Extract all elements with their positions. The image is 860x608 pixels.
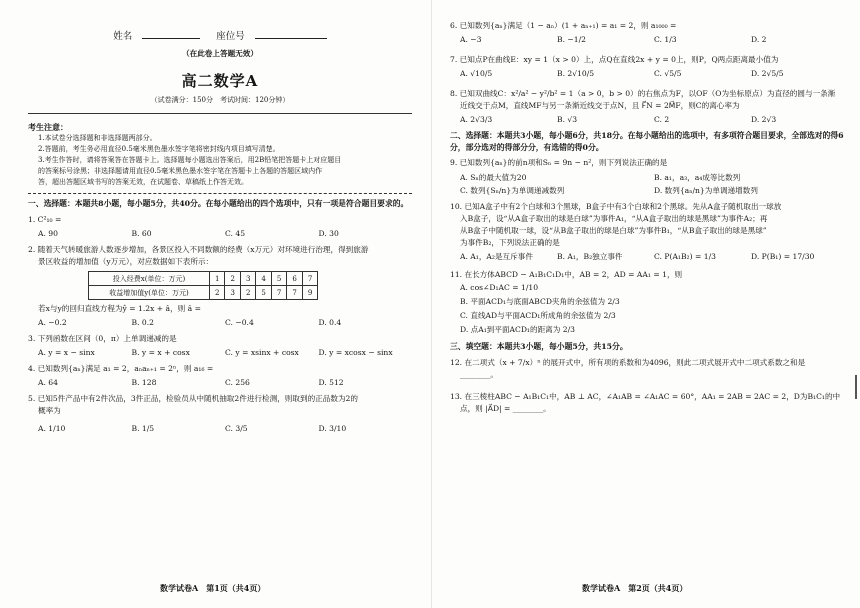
question-3: 3. 下列函数在区间（0，π）上单调递减的是 <box>28 334 177 343</box>
section-3-heading: 三、填空题：本题共3小题，每小题5分，共15分。 <box>450 342 628 351</box>
option: C. 2 <box>654 115 670 124</box>
question-6-options <box>460 34 848 46</box>
option: D. 2√3 <box>751 115 777 124</box>
question-2-line: 景区收益的增加值（y万元），对应数据如下表所示： <box>38 257 214 266</box>
notice-line: 答，超出答题区域书写的答案无效，在试题卷、草稿纸上作答无效。 <box>38 178 248 186</box>
student-info <box>28 28 412 42</box>
option: D. 数列{aₙ/n}为单调递增数列 <box>654 186 758 195</box>
option: B. 2√10/5 <box>557 69 595 78</box>
option: A. −3 <box>460 35 482 44</box>
option: D. 2 <box>751 35 767 44</box>
option: B. a₁，a₃，a₄成等比数列 <box>654 173 741 182</box>
question-7-options <box>460 68 848 80</box>
option: B. −1/2 <box>557 35 586 44</box>
question-9: 9. 已知数列{aₙ}的前n项和Sₙ = 9n − n²，则下列说法正确的是 <box>450 158 668 167</box>
option: B. 0.2 <box>131 318 154 327</box>
question-8-line: 8. 已知双曲线C：x²/a² − y²/b² = 1（a > 0，b > 0）的右焦点为F，以OF（O为坐标原点）为直径的圆与一条渐 <box>450 89 836 98</box>
option: C. 直线AD与平面ACD₁所成角的余弦值为 2/3 <box>460 311 616 320</box>
option: B. A₁，B₂独立事件 <box>557 252 623 261</box>
notice-line: 的答案标号涂黑；非选择题请用直径0.5毫米黑色墨水签字笔在答题卡上各题的答题区域内作 <box>38 167 323 175</box>
question-11-options <box>450 281 848 337</box>
notice-line: 2.答题前，考生务必用直径0.5毫米黑色墨水签字笔将密封线内项目填写清楚。 <box>38 145 280 153</box>
question-7: 7. 已知点P在曲线E：xy = 1（x > 0）上，点Q在直线2x + y = 0上，则P，Q两点距离最小值为 <box>450 55 779 64</box>
option: D. 0.4 <box>318 318 342 327</box>
header-rule <box>28 113 412 114</box>
question-12-line: ________。 <box>460 370 498 379</box>
option: C. 1/3 <box>654 35 677 44</box>
table-cell: 7 <box>271 286 286 300</box>
data-table <box>88 271 318 300</box>
table-cell: 4 <box>256 272 271 286</box>
option: A. 1/10 <box>38 424 66 433</box>
notice-line: 3.考生作答时，请将答案答在答题卡上。选择题每小题选出答案后，用2B铅笔把答题卡上对应题目 <box>38 156 342 164</box>
section-2-heading: 二、选择题：本题共3小题，每小题6分，共18分。在每小题给出的选项中，有多项符合题目要求，全部选对的得6分，部分选对的得部分分，有选错的得0分。 <box>450 131 844 152</box>
question-3-options <box>38 347 412 359</box>
exam-page-2 <box>432 0 860 608</box>
option: B. √3 <box>557 115 578 124</box>
table-cell: 3 <box>240 272 255 286</box>
option: C. y = xsinx + cosx <box>225 348 299 357</box>
option: A. −0.2 <box>38 318 67 327</box>
table-cell: 7 <box>302 272 317 286</box>
table-cell: 5 <box>271 272 286 286</box>
question-10-line: 入B盒子，设“从A盒子取出的球是白球”为事件A₁，“从A盒子取出的球是黑球”为事件A₂；再 <box>460 214 768 223</box>
question-13-line: 13. 在三棱柱ABC − A₁B₁C₁中，AB ⊥ AC，∠A₁AB = ∠A₁AC = 60°，AA₁ = 2AB = 2AC = 2，D为B₁C₁的中 <box>450 392 841 401</box>
question-8-options <box>460 114 848 126</box>
question-13-line: 点，则 |A⃗D| = ________。 <box>460 404 551 413</box>
table-cell: 6 <box>287 272 302 286</box>
option: A. cos∠D₁AC = 1/10 <box>460 283 539 292</box>
option: B. 平面ACD₁与底面ABCD夹角的余弦值为 2/3 <box>460 297 620 306</box>
name-blank <box>142 28 200 39</box>
table-cell: 3 <box>225 286 240 300</box>
table-head-cell: 投入经费x(单位：万元) <box>89 272 210 286</box>
invalid-note: （在此卷上答题无效） <box>182 49 258 58</box>
option: C. √5/5 <box>654 69 682 78</box>
option: D. 512 <box>318 378 344 387</box>
question-8-line: 近线交于点M，直线MF与另一条渐近线交于点N，且 F⃗N = 2M⃗F，则C的离心率为 <box>460 101 740 110</box>
exam-title: 高二数学A <box>181 72 259 90</box>
option: D. 30 <box>318 229 339 238</box>
option: C. 3/5 <box>225 424 248 433</box>
option: D. P(B₁) = 17/30 <box>751 252 815 261</box>
table-cell: 7 <box>287 286 302 300</box>
option: C. 45 <box>225 229 246 238</box>
seat-label: 座位号 <box>216 31 245 42</box>
question-10-options <box>460 251 848 263</box>
question-11: 11. 在长方体ABCD − A₁B₁C₁D₁中，AB = 2，AD = AA₁ = 1，则 <box>450 270 683 279</box>
option: A. 2√3/3 <box>460 115 493 124</box>
table-cell: 9 <box>302 286 317 300</box>
question-5-options <box>38 423 412 435</box>
option: B. 1/5 <box>131 424 155 433</box>
option: D. 2√5/5 <box>751 69 784 78</box>
section-1-heading: 一、选择题：本题共8小题，每小题5分，共40分。在每小题给出的四个选项中，只有一项是符合题目要求的。 <box>28 199 409 208</box>
table-cell: 2 <box>210 286 225 300</box>
question-5-line: 5. 已知5件产品中有2件次品，3件正品，检验员从中随机抽取2件进行检测，则取到的正品数为2的 <box>28 394 358 403</box>
option: A. y = x − sinx <box>38 348 95 357</box>
option: B. 128 <box>131 378 157 387</box>
notice-rule <box>28 193 412 194</box>
question-2-line: 2. 随着天气转暖旅游人数逐步增加，各景区投入不同数额的经费（x万元）对环境进行治理，得到旅游 <box>28 245 369 254</box>
option: B. y = x + cosx <box>131 348 190 357</box>
option: A. A₁，A₂是互斥事件 <box>460 252 533 261</box>
name-label: 姓名 <box>113 31 133 42</box>
question-10-line: 10. 已知A盒子中有2个白球和3个黑球，B盒子中有3个白球和2个黑球。先从A盒子随机取出一球放 <box>450 202 782 211</box>
table-row <box>89 272 318 286</box>
page-footer: 数学试卷A 第2页（共4页） <box>582 583 688 593</box>
option: A. Sₙ的最大值为20 <box>460 173 527 182</box>
notice-line: 1.本试卷分选择题和非选择题两部分。 <box>38 134 157 142</box>
option: C. 数列{Sₙ/n}为单调递减数列 <box>460 186 565 195</box>
question-2-options <box>38 317 412 329</box>
table-cell: 2 <box>240 286 255 300</box>
question-1-options <box>38 228 412 240</box>
option: D. y = xcosx − sinx <box>318 348 393 357</box>
question-2-line: 若x与y的回归直线方程为ŷ = 1.2x + â，则 â = <box>38 304 201 313</box>
table-row <box>89 286 318 300</box>
option: C. 256 <box>225 378 250 387</box>
question-1: 1. C²₁₀ = <box>28 215 62 224</box>
question-10-line: 为事件B₂，下列说法正确的是 <box>460 238 560 247</box>
option: A. 90 <box>38 229 58 238</box>
question-10-line: 从B盒子中随机取一球，设“从B盒子取出的球是白球”为事件B₁，“从B盒子取出的球是黑球” <box>460 226 767 235</box>
option: D. 点A₁到平面ACD₁的距离为 2/3 <box>460 325 575 334</box>
option: A. 64 <box>38 378 58 387</box>
question-5-line: 概率为 <box>38 406 61 415</box>
question-12-line: 12. 在二项式（x + 7/x）ⁿ 的展开式中，所有项的系数和为4096，则此二项式展开式中二项式系数之和是 <box>450 358 806 367</box>
question-9-options <box>460 171 848 197</box>
option: D. 3/10 <box>318 424 347 433</box>
question-4: 4. 已知数列{aₙ}满足 a₁ = 2，aₙaₙ₊₁ = 2ⁿ，则 a₁₆ = <box>28 364 214 373</box>
notice-title: 考生注意： <box>28 122 68 132</box>
question-6: 6. 已知数列{aₙ}满足（1 − aₙ）(1 + aₙ₊₁) = a₁ = 2，则 a₁₀₀₀ = <box>450 21 677 30</box>
option: A. √10/5 <box>460 69 493 78</box>
question-4-options <box>38 377 412 389</box>
table-cell: 1 <box>210 272 225 286</box>
table-head-cell: 收益增加值y(单位：万元) <box>89 286 210 300</box>
option: C. −0.4 <box>225 318 254 327</box>
exam-info: （试卷满分：150分 考试时间：120分钟） <box>150 96 290 104</box>
page-footer: 数学试卷A 第1页（共4页） <box>160 583 266 593</box>
table-cell: 5 <box>256 286 271 300</box>
table-cell: 2 <box>225 272 240 286</box>
seat-blank <box>255 28 327 39</box>
option: B. 60 <box>131 229 152 238</box>
option: C. P(A₁B₂) = 1/3 <box>654 252 716 261</box>
